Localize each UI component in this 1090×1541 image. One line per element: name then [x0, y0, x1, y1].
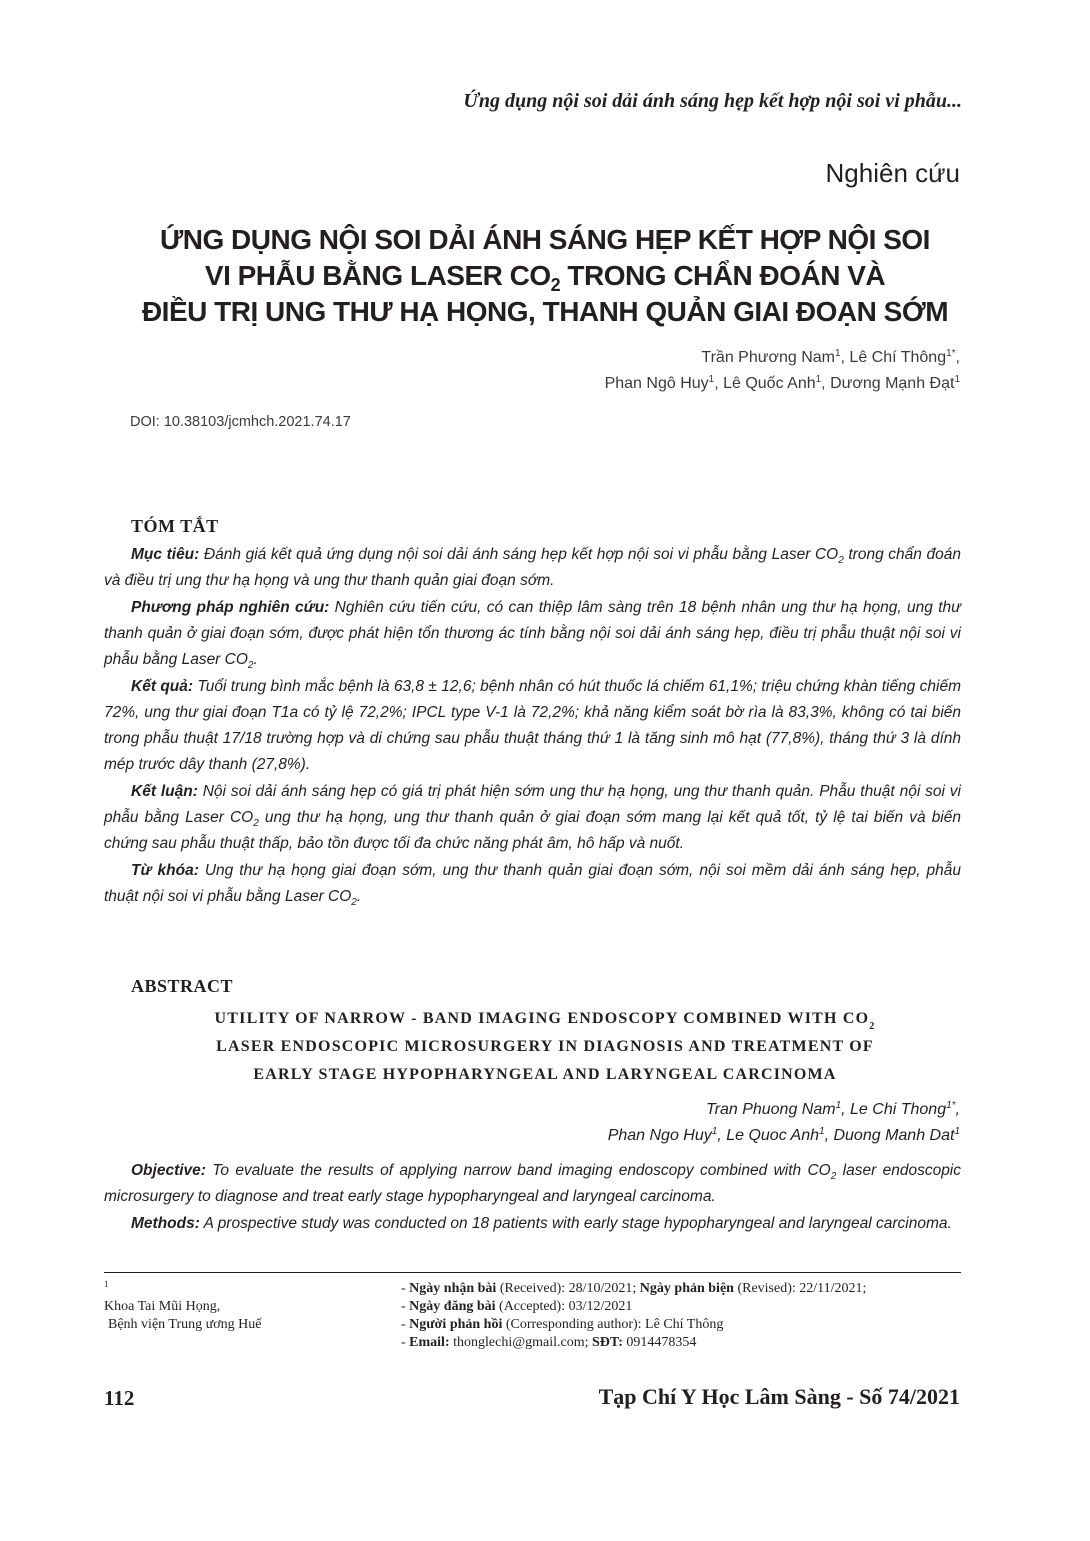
abstract-heading: ABSTRACT	[131, 976, 234, 996]
author-affil: 1*	[946, 348, 956, 359]
author-sep: ,	[821, 375, 831, 392]
abstract-objective-text-b: laser endoscopic microsurgery to diagnose and treat early stage hypopharyngeal and laryngeal carcinoma.	[104, 1162, 962, 1205]
summary-objective-sub: 2	[838, 555, 844, 566]
summary-conclusion-text-a: Nội soi dải ánh sáng hẹp có giá trị phát hiện sớm ung thư hạ họng, ung thư thanh quản. Phẫu thuật nội soi vi phẫu bằng Laser CO	[104, 783, 961, 826]
email-value[interactable]: thonglechi@gmail.com;	[449, 1335, 589, 1350]
doi: DOI: 10.38103/jcmhch.2021.74.17	[130, 414, 351, 430]
summary-objective-text-a: Đánh giá kết quả ứng dụng nội soi dải ánh sáng hẹp kết hợp nội soi vi phẫu bằng Laser CO	[199, 546, 839, 563]
summary-conclusion-label: Kết luận:	[131, 783, 198, 800]
author-name: Trần Phương Nam	[701, 349, 835, 366]
summary-methods-sub: 2	[247, 660, 254, 671]
author-sep: ,	[955, 1101, 960, 1118]
page-number: 112	[104, 1386, 135, 1410]
running-header: Ứng dụng nội soi dải ánh sáng hẹp kết hợp nội soi vi phẫu...	[463, 90, 962, 112]
summary-methods-text-b: .	[253, 651, 258, 668]
author-name: Le Quoc Anh	[726, 1127, 820, 1144]
phone-value: 0914478354	[622, 1335, 697, 1350]
author-name: Dương Mạnh Đạt	[830, 375, 955, 392]
author-affil: 1	[834, 348, 841, 359]
author-affil: 1	[835, 1100, 842, 1111]
abstract-methods	[104, 1211, 961, 1237]
author-sep: ,	[714, 375, 724, 392]
author-name: Phan Ngo Huy	[607, 1127, 712, 1144]
affiliation-line-1	[104, 1280, 261, 1316]
english-title-line-1	[0, 1005, 1090, 1033]
summary-methods	[104, 595, 961, 673]
english-title-line-1-text: UTILITY OF NARROW - BAND IMAGING ENDOSCOPY COMBINED WITH CO	[214, 1010, 870, 1027]
abstract-objective	[104, 1158, 961, 1210]
title-line-1: ỨNG DỤNG NỘI SOI DẢI ÁNH SÁNG HẸP KẾT HỢP NỘI SOI	[160, 224, 930, 255]
summary-methods-label: Phương pháp nghiên cứu:	[131, 599, 330, 616]
summary-results-text: Tuổi trung bình mắc bệnh là 63,8 ± 12,6; bệnh nhân có hút thuốc lá chiếm 61,1%; triệu chứng khàn tiếng chiếm 72%, ung thư giai đoạn T1a có tỷ lệ 72,2%; IPCL type V-1 là 72,2%; khả năng kiểm soát bờ rìa là 83,3%, không có tai biến trong phẫu thuật 17/18 trường hợp và di chứng sau phẫu thuật tháng thứ 1 là tăng sinh mô hạt (77,8%), tháng thứ 3 là dính mép trước dây thanh (27,8%).	[104, 678, 962, 773]
authors-en-row-1	[608, 1097, 960, 1123]
affiliation-line-2: Bệnh viện Trung ương Huế	[108, 1317, 262, 1332]
article-dates-footnote	[401, 1280, 866, 1352]
authors-en-row-2	[608, 1123, 960, 1149]
summary-vn	[104, 542, 961, 911]
author-name: Le Chi Thong	[850, 1101, 947, 1118]
abstract-methods-text: A prospective study was conducted on 18 patients with early stage hypopharyngeal and laryngeal carcinoma.	[199, 1215, 952, 1232]
authors-vn	[605, 345, 960, 397]
author-sep: ,	[955, 349, 960, 366]
english-title	[0, 1005, 1090, 1089]
article-title	[0, 222, 1090, 330]
abstract-objective-label: Objective:	[131, 1162, 206, 1179]
footnote-corresponding-row: - Người phản hồi (Corresponding author): Lê Chí Thông	[401, 1317, 724, 1332]
title-subscript: 2	[550, 275, 561, 295]
accepted-label: Ngày đăng bài	[409, 1299, 496, 1314]
abstract-objective-sub: 2	[830, 1171, 837, 1182]
footnote-divider	[104, 1272, 961, 1273]
journal-name: Tạp Chí Y Học Lâm Sàng - Số 74/2021	[598, 1384, 960, 1409]
author-affil: 1	[708, 374, 715, 385]
affiliation-dept: Khoa Tai Mũi Họng,	[104, 1299, 221, 1314]
summary-objective	[104, 542, 961, 594]
affiliation-footnote	[104, 1280, 261, 1334]
footnote-dates-row: - Ngày nhận bài (Received): 28/10/2021; Ngày phản biện (Revised): 22/11/2021;	[401, 1281, 867, 1296]
author-name: Lê Chí Thông	[849, 349, 947, 366]
title-line-2-a: VI PHẪU BẰNG LASER CO	[204, 260, 551, 291]
english-title-line-2: LASER ENDOSCOPIC MICROSURGERY IN DIAGNOSIS AND TREATMENT OF	[216, 1038, 874, 1055]
summary-heading: TÓM TẮT	[131, 516, 219, 536]
title-line-2	[0, 258, 1090, 294]
summary-keywords	[104, 858, 961, 910]
received-label: Ngày nhận bài	[409, 1281, 497, 1296]
author-affil: 1*	[946, 1100, 956, 1111]
authors-vn-row-2	[605, 371, 960, 397]
summary-conclusion-text-b: ung thư hạ họng, ung thư thanh quản ở giai đoạn sớm mang lại kết quả tốt, tỷ lệ tai biến và biến chứng sau phẫu thuật thấp, bảo tồn được tối đa chức năng phát âm, hô hấp và nuốt.	[104, 809, 961, 852]
corresponding-value: (Corresponding author): Lê Chí Thông	[502, 1317, 724, 1332]
author-affil: 1	[819, 1126, 825, 1137]
summary-keywords-text-a: Ung thư hạ họng giai đoạn sớm, ung thư thanh quản giai đoạn sớm, nội soi mềm dải ánh sáng hẹp, phẫu thuật nội soi vi phẫu bằng Laser CO	[104, 862, 961, 905]
author-name: Phan Ngô Huy	[604, 375, 709, 392]
summary-keywords-text-b: .	[356, 888, 362, 905]
received-value: (Received): 28/10/2021;	[496, 1281, 637, 1296]
english-title-subscript: 2	[869, 1021, 876, 1032]
accepted-value: (Accepted): 03/12/2021	[495, 1299, 633, 1314]
author-name: Tran Phuong Nam	[706, 1101, 836, 1118]
abstract-objective-text-a: To evaluate the results of applying narrow band imaging endoscopy combined with CO	[205, 1162, 831, 1179]
author-affil: 1	[815, 374, 822, 385]
summary-results	[104, 674, 961, 778]
article-category: Nghiên cứu	[825, 158, 960, 188]
author-name: Lê Quốc Anh	[723, 375, 816, 392]
authors-vn-row-1	[605, 345, 960, 371]
abstract-en	[104, 1158, 961, 1238]
abstract-methods-label: Methods:	[131, 1215, 200, 1232]
summary-methods-text-a: Nghiên cứu tiến cứu, có can thiệp lâm sàng trên 18 bệnh nhân ung thư hạ họng, ung thư thanh quản ở giai đoạn sớm, được phát hiện tổn thương ác tính bằng nội soi dải ánh sáng hẹp, điều trị phẫu thuật nội soi vi phẫu bằng Laser CO	[104, 599, 961, 668]
summary-results-label: Kết quả:	[131, 678, 194, 695]
revised-label: Ngày phản biện	[639, 1281, 734, 1296]
author-affil: 1	[954, 374, 960, 385]
summary-objective-label: Mục tiêu:	[131, 546, 200, 563]
revised-value: (Revised): 22/11/2021;	[733, 1281, 867, 1296]
footnote-contact-row: - Email: thonglechi@gmail.com; SĐT: 0914478354	[401, 1335, 697, 1350]
summary-conclusion	[104, 779, 961, 857]
summary-objective-text-b: trong chẩn đoán và điều trị ung thư hạ họng và ung thư thanh quản giai đoạn sớm.	[104, 546, 961, 589]
summary-keywords-label: Từ khóa:	[131, 862, 199, 879]
affiliation-mark: 1	[104, 1279, 109, 1289]
author-affil: 1	[954, 1126, 960, 1137]
corresponding-label: Người phản hồi	[409, 1317, 503, 1332]
author-sep: ,	[824, 1127, 834, 1144]
authors-en	[608, 1097, 960, 1149]
english-title-line-3: EARLY STAGE HYPOPHARYNGEAL AND LARYNGEAL CARCINOMA	[253, 1066, 837, 1083]
author-sep: ,	[840, 349, 850, 366]
summary-conclusion-sub: 2	[253, 818, 259, 829]
author-sep: ,	[717, 1127, 727, 1144]
summary-keywords-sub: 2	[351, 897, 357, 908]
title-line-3: ĐIỀU TRỊ UNG THƯ HẠ HỌNG, THANH QUẢN GIAI ĐOẠN SỚM	[141, 296, 949, 327]
phone-label: SĐT:	[592, 1335, 623, 1350]
author-affil: 1	[711, 1126, 718, 1137]
email-label: Email:	[409, 1335, 450, 1350]
author-name: Duong Manh Dat	[833, 1127, 955, 1144]
footnote-accepted-row: - Ngày đăng bài (Accepted): 03/12/2021	[401, 1299, 633, 1314]
author-sep: ,	[841, 1101, 851, 1118]
title-line-2-b: TRONG CHẨN ĐOÁN VÀ	[560, 260, 886, 291]
